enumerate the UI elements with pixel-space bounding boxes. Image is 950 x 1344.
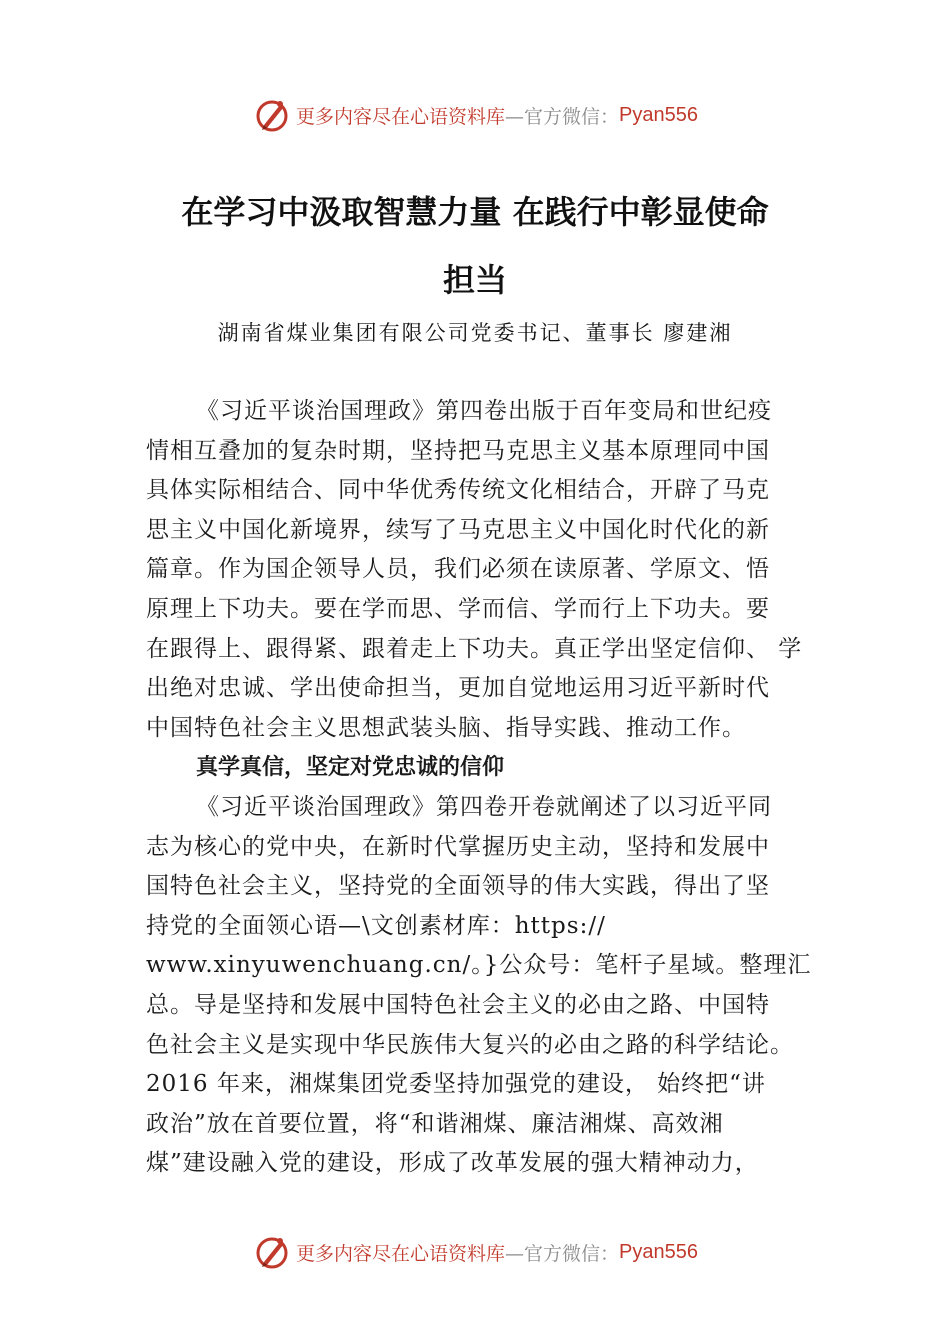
paragraph-line: 煤”建设融入党的建设，形成了改革发展的强大精神动力， bbox=[146, 1150, 759, 1177]
paragraph-line: 总。导是坚持和发展中国特色社会主义的必由之路、中国特 bbox=[146, 991, 770, 1018]
paragraph-line: 2016 年来，湘煤集团党委坚持加强党的建设， 始终把“讲 bbox=[146, 1071, 766, 1098]
author-byline: 湖南省煤业集团有限公司党委书记、董事长 廖建湘 bbox=[217, 321, 733, 345]
paragraph-line: 情相互叠加的复杂时期，坚持把马克思主义基本原理同中国 bbox=[146, 437, 770, 464]
paragraph-line: www.xinyuwenchuang.cn/。}公众号：笔杆子星域。整理汇 bbox=[146, 952, 812, 979]
banner-wechat-label: —官方微信： bbox=[505, 105, 620, 128]
quill-pen-logo-icon bbox=[252, 1232, 292, 1272]
paragraph-line: 政治”放在首要位置，将“和谐湘煤、廉洁湘煤、高效湘 bbox=[146, 1110, 724, 1137]
section-heading: 真学真信，坚定对党忠诚的信仰 bbox=[196, 755, 505, 781]
paragraph-line: 篇章。作为国企领导人员，我们必须在读原著、学原文、悟 bbox=[146, 556, 770, 583]
banner-wechat-id: Pyan556 bbox=[619, 103, 698, 126]
paragraph-line: 志为核心的党中央，在新时代掌握历史主动，坚持和发展中 bbox=[146, 833, 770, 860]
banner-slogan: 更多内容尽在心语资料库 bbox=[296, 1242, 506, 1265]
paragraph-line: 原理上下功夫。要在学而思、学而信、学而行上下功夫。要 bbox=[146, 595, 770, 622]
paragraph-line: 中国特色社会主义思想武装头脑、指导实践、推动工作。 bbox=[146, 714, 746, 741]
paragraph-line: 持党的全面领心语—\文创素材库：https:// bbox=[146, 912, 606, 939]
banner-slogan: 更多内容尽在心语资料库 bbox=[296, 105, 506, 128]
article-title-line-2: 担当 bbox=[442, 261, 507, 299]
banner-wechat-label: —官方微信： bbox=[505, 1242, 620, 1265]
banner-wechat-id: Pyan556 bbox=[619, 1240, 698, 1263]
paragraph-line: 国特色社会主义，坚持党的全面领导的伟大实践，得出了坚 bbox=[146, 873, 770, 900]
paragraph-line: 出绝对忠诚、学出使命担当，更加自觉地运用习近平新时代 bbox=[146, 675, 770, 702]
footer-banner bbox=[0, 1230, 950, 1274]
header-banner bbox=[0, 93, 950, 137]
article-body bbox=[146, 392, 826, 1184]
paragraph-line: 思主义中国化新境界，续写了马克思主义中国化时代化的新 bbox=[146, 516, 770, 543]
paragraph-line: 《习近平谈治国理政》第四卷出版于百年变局和世纪疫 bbox=[196, 398, 772, 424]
article-title-line-1: 在学习中汲取智慧力量 在践行中彰显使命 bbox=[181, 193, 769, 231]
paragraph-line: 《习近平谈治国理政》第四卷开卷就阐述了以习近平同 bbox=[196, 793, 772, 820]
paragraph-line: 具体实际相结合、同中华优秀传统文化相结合，开辟了马克 bbox=[146, 477, 770, 504]
paragraph-line: 在跟得上、跟得紧、跟着走上下功夫。真正学出坚定信仰、 学 bbox=[146, 635, 803, 662]
paragraph-line: 色社会主义是实现中华民族伟大复兴的必由之路的科学结论。 bbox=[146, 1031, 794, 1058]
quill-pen-logo-icon bbox=[252, 95, 292, 135]
